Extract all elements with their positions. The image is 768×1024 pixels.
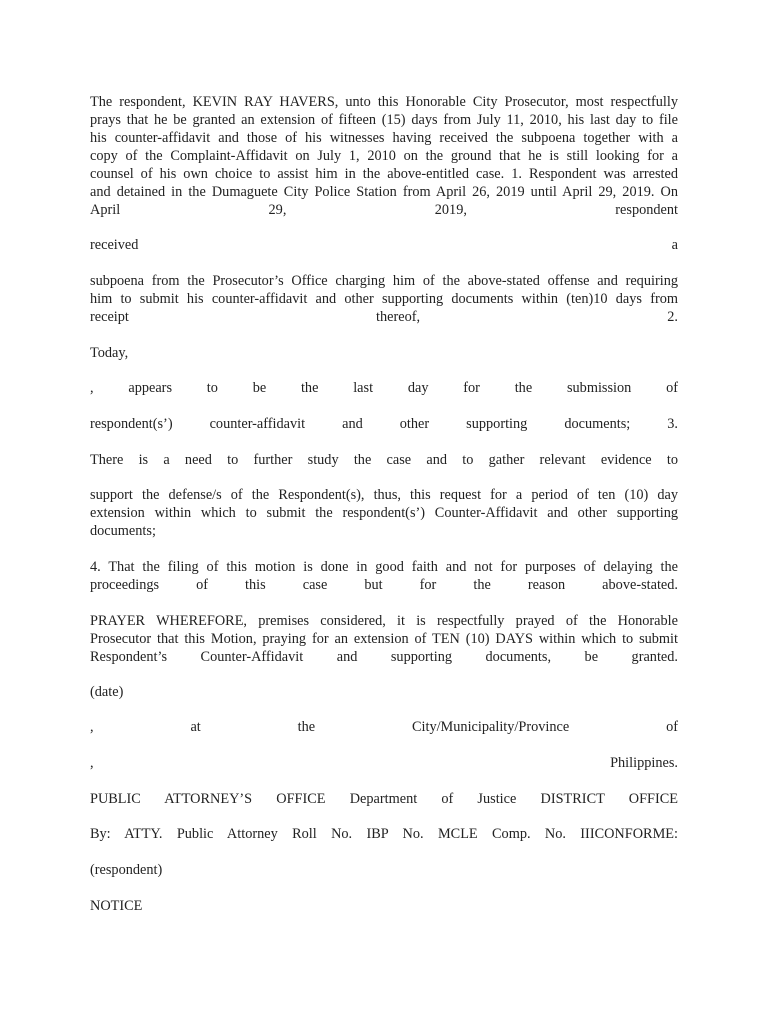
- paragraph-subpoena: [90, 272, 678, 326]
- text-line: (date): [90, 684, 124, 700]
- text-line: Prosecutor that this Motion, praying for an extension of TEN (10) DAYS within which to submit: [90, 631, 678, 647]
- text-line: respondent(s’) counter-affidavit and other supporting documents; 3.: [90, 416, 678, 432]
- text-line: April 29, 2019, respondent: [90, 202, 678, 218]
- text-line: The respondent, KEVIN RAY HAVERS, unto this Honorable City Prosecutor, most respectfully: [90, 94, 678, 110]
- text-line: and detained in the Dumaguete City Police Station from April 26, 2019 until April 29, 2019. On: [90, 184, 678, 200]
- paragraph-prayer: [90, 612, 678, 666]
- paragraph-received: [90, 236, 678, 254]
- paragraph-location: [90, 718, 678, 736]
- text-line: subpoena from the Prosecutor’s Office charging him of the above-stated offense and requiring: [90, 273, 678, 289]
- text-line: copy of the Complaint-Affidavit on July 1, 2010 on the ground that he is still looking for a: [90, 148, 678, 164]
- paragraph-motion-intro: [90, 93, 678, 219]
- paragraph-notice: [90, 897, 678, 915]
- text-line: PUBLIC ATTORNEY’S OFFICE Department of Justice DISTRICT OFFICE: [90, 791, 678, 807]
- text-line: him to submit his counter-affidavit and other supporting documents within (ten)10 days from: [90, 291, 678, 307]
- text-line: NOTICE: [90, 898, 143, 914]
- text-line: Today,: [90, 345, 129, 361]
- text-line: 4. That the filing of this motion is done in good faith and not for purposes of delaying the: [90, 559, 678, 575]
- text-line: PRAYER WHEREFORE, premises considered, it is respectfully prayed of the Honorable: [90, 613, 678, 629]
- text-line: his counter-affidavit and those of his witnesses having received the subpoena together with a: [90, 130, 678, 146]
- paragraph-attorney: [90, 825, 678, 843]
- text-line: prays that he be granted an extension of fifteen (15) days from July 11, 2010, his last day to file: [90, 112, 678, 128]
- paragraph-support-defense: [90, 486, 678, 540]
- paragraph-date: [90, 683, 678, 701]
- text-line: counsel of his own choice to assist him in the above-entitled case. 1. Respondent was arrested: [90, 166, 678, 182]
- paragraph-office: [90, 790, 678, 808]
- text-line: Respondent’s Counter-Affidavit and supporting documents, be granted.: [90, 649, 678, 665]
- paragraph-respondent: [90, 861, 678, 879]
- paragraph-last-day: [90, 379, 678, 397]
- paragraph-philippines: [90, 754, 678, 772]
- paragraph-today: [90, 344, 678, 362]
- text-line: receipt thereof, 2.: [90, 309, 678, 325]
- text-line: , Philippines.: [90, 755, 678, 771]
- text-line: (respondent): [90, 862, 163, 878]
- text-line: , at the City/Municipality/Province of: [90, 719, 678, 735]
- paragraph-documents: [90, 415, 678, 433]
- text-line: documents;: [90, 523, 156, 539]
- text-line: support the defense/s of the Respondent(s), thus, this request for a period of ten (10) day: [90, 487, 678, 503]
- text-line: received a: [90, 237, 678, 253]
- text-line: By: ATTY. Public Attorney Roll No. IBP No. MCLE Comp. No. IIICONFORME:: [90, 826, 678, 842]
- text-line: , appears to be the last day for the submission of: [90, 380, 678, 396]
- text-line: extension within which to submit the respondent(s’) Counter-Affidavit and other supporting: [90, 505, 678, 521]
- text-line: proceedings of this case but for the reason above-stated.: [90, 577, 678, 593]
- paragraph-need-study: [90, 451, 678, 469]
- text-line: There is a need to further study the case and to gather relevant evidence to: [90, 452, 678, 468]
- paragraph-good-faith: [90, 558, 678, 594]
